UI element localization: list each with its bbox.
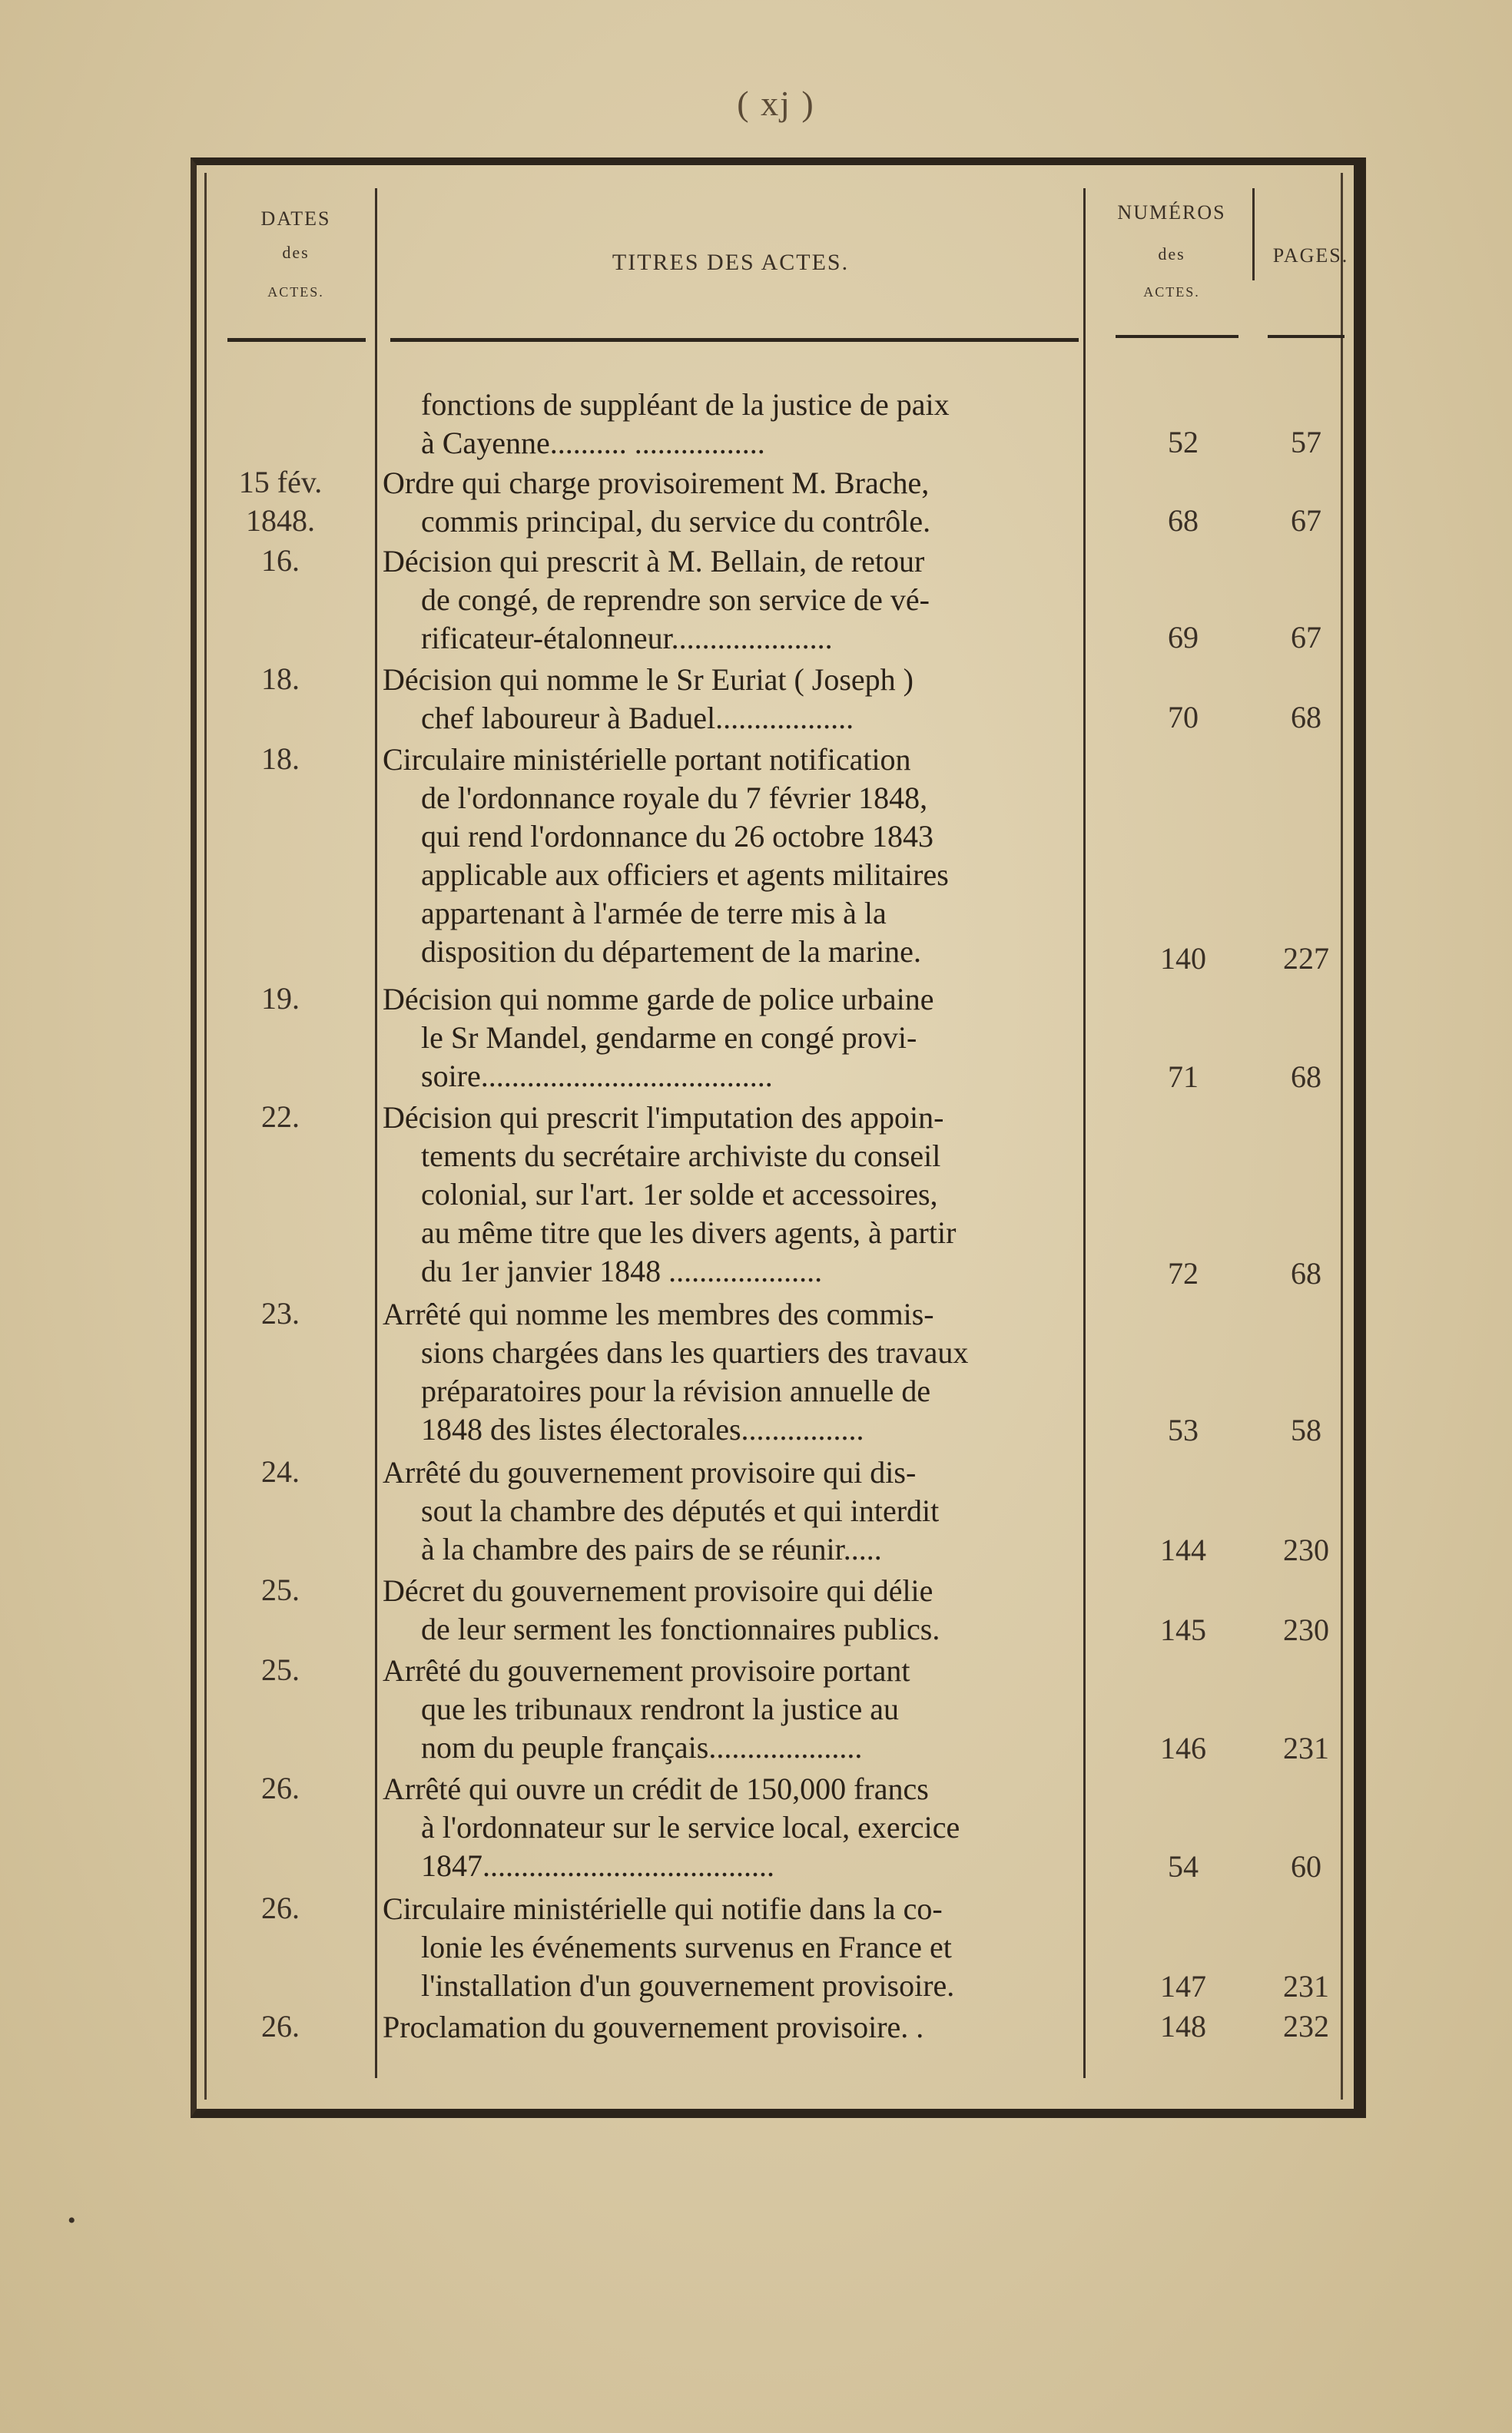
page-folio: ( xj ) (737, 84, 815, 123)
header-numeros-1: NUMÉROS (1117, 201, 1226, 224)
entry-number: 144 (1160, 1533, 1206, 1567)
entry-line: Décision qui nomme le Sr Euriat ( Joseph ) (383, 662, 914, 697)
entry-line: tements du secrétaire archiviste du conseil (421, 1139, 941, 1173)
entry-line: nom du peuple français.................... (421, 1730, 863, 1765)
entry-page: 230 (1283, 1533, 1329, 1567)
header-rule-titles (390, 338, 1079, 342)
entry-line: colonial, sur l'art. 1er solde et accessoires, (421, 1177, 938, 1212)
entry-date: 15 fév. (238, 465, 323, 499)
entry-line: Arrêté du gouvernement provisoire qui dis- (383, 1455, 917, 1490)
header-dates-3: ACTES. (267, 284, 324, 300)
entry-number: 54 (1168, 1849, 1199, 1884)
entry-page: 58 (1291, 1413, 1321, 1447)
entry-line: soire...................................... (421, 1059, 773, 1093)
entry-line: sout la chambre des députés et qui interdit (421, 1493, 940, 1528)
entry-page: 57 (1291, 425, 1321, 459)
entry-line: Décision qui prescrit l'imputation des appoin- (383, 1100, 944, 1135)
header-dates-2: des (282, 243, 310, 262)
entry-line: le Sr Mandel, gendarme en congé provi- (421, 1020, 917, 1055)
entry-page: 67 (1291, 620, 1321, 655)
entry-number: 146 (1160, 1731, 1206, 1765)
entry-date: 18. (261, 661, 300, 696)
entry-number: 147 (1160, 1969, 1206, 2004)
header-rule-numeros (1116, 335, 1238, 338)
header-pages: PAGES. (1272, 244, 1349, 267)
entry-number: 70 (1168, 700, 1199, 734)
entry-date: 26. (261, 1771, 300, 1805)
entry-line: Circulaire ministérielle qui notifie dans la co- (383, 1891, 943, 1926)
entry-line: Circulaire ministérielle portant notification (383, 742, 911, 777)
entry-date: 26. (261, 1891, 300, 1925)
entry-line: au même titre que les divers agents, à partir (421, 1215, 957, 1250)
column-divider-dates (375, 188, 377, 2078)
entry-date: 19. (261, 981, 300, 1016)
entry-page: 67 (1291, 503, 1321, 538)
entry-line: chef laboureur à Baduel.................. (421, 701, 854, 735)
entry-page: 68 (1291, 1256, 1321, 1291)
entry-line: fonctions de suppléant de la justice de paix (421, 387, 950, 422)
entry-date: 18. (261, 741, 300, 776)
entry-line: applicable aux officiers et agents militaires (421, 857, 949, 892)
entry-line: de leur serment les fonctionnaires publics. (421, 1612, 940, 1646)
entry-date: 25. (261, 1652, 300, 1687)
entry-page: 68 (1291, 1059, 1321, 1094)
entry-number: 68 (1168, 503, 1199, 538)
entry-line: rificateur-étalonneur..................... (421, 621, 833, 655)
entry-page: 68 (1291, 700, 1321, 734)
entry-line: l'installation d'un gouvernement provisoire. (421, 1968, 955, 2003)
entry-date-year: 1848. (246, 503, 315, 538)
entry-number: 53 (1168, 1413, 1199, 1447)
header-numeros-3: ACTES. (1143, 284, 1200, 300)
ink-mark: • (68, 2208, 76, 2233)
entry-line: 1848 des listes électorales................ (421, 1412, 864, 1447)
entry-page: 231 (1283, 1731, 1329, 1765)
entry-number: 145 (1160, 1613, 1206, 1647)
entry-number: 72 (1168, 1256, 1199, 1291)
entry-page: 60 (1291, 1849, 1321, 1884)
entry-line: du 1er janvier 1848 .................... (421, 1254, 823, 1288)
entry-number: 148 (1160, 2009, 1206, 2044)
entry-page: 231 (1283, 1969, 1329, 2004)
entry-line: commis principal, du service du contrôle. (421, 504, 931, 539)
entry-date: 16. (261, 543, 300, 578)
entry-line: disposition du département de la marine. (421, 934, 921, 969)
entry-number: 71 (1168, 1059, 1199, 1094)
header-titles: TITRES DES ACTES. (612, 250, 850, 275)
entry-page: 232 (1283, 2009, 1329, 2044)
entry-line: à Cayenne.......... ................. (421, 426, 765, 460)
entry-line: Arrêté qui nomme les membres des commis- (383, 1297, 934, 1331)
header-rule-dates (227, 338, 366, 342)
entry-number: 140 (1160, 941, 1206, 976)
header-rule-pages (1268, 335, 1345, 338)
entry-line: Ordre qui charge provisoirement M. Brache, (383, 466, 930, 500)
entry-date: 26. (261, 2009, 300, 2044)
entry-date: 24. (261, 1454, 300, 1489)
entry-date: 22. (261, 1099, 300, 1134)
entry-page: 230 (1283, 1613, 1329, 1647)
entry-line: 1847...................................... (421, 1848, 774, 1883)
column-divider-numeros (1252, 188, 1255, 280)
entry-line: Décision qui prescrit à M. Bellain, de retour (383, 544, 925, 578)
entry-line: préparatoires pour la révision annuelle de (421, 1374, 931, 1408)
entry-line: qui rend l'ordonnance du 26 octobre 1843 (421, 819, 934, 854)
entry-line: sions chargées dans les quartiers des travaux (421, 1335, 969, 1370)
header-dates-1: DATES (260, 207, 331, 230)
entry-page: 227 (1283, 941, 1329, 976)
entry-line: Arrêté qui ouvre un crédit de 150,000 francs (383, 1772, 929, 1806)
entry-line: Arrêté du gouvernement provisoire portant (383, 1653, 910, 1688)
entry-date: 23. (261, 1296, 300, 1331)
entry-number: 69 (1168, 620, 1199, 655)
entry-number: 52 (1168, 425, 1199, 459)
entry-line: Décision qui nomme garde de police urbaine (383, 982, 934, 1016)
entry-line: à l'ordonnateur sur le service local, exercice (421, 1810, 960, 1845)
entry-line: Proclamation du gouvernement provisoire. . (383, 2010, 924, 2044)
header-numeros-2: des (1158, 244, 1185, 264)
entry-date: 25. (261, 1573, 300, 1607)
entry-line: de l'ordonnance royale du 7 février 1848, (421, 781, 928, 815)
entry-line: lonie les événements survenus en France et (421, 1930, 952, 1964)
entry-line: que les tribunaux rendront la justice au (421, 1692, 900, 1726)
entry-line: à la chambre des pairs de se réunir..... (421, 1532, 882, 1566)
entry-line: de congé, de reprendre son service de vé- (421, 582, 930, 617)
column-divider-titles (1083, 188, 1086, 2078)
entry-line: Décret du gouvernement provisoire qui délie (383, 1573, 933, 1608)
entry-line: appartenant à l'armée de terre mis à la (421, 896, 887, 930)
